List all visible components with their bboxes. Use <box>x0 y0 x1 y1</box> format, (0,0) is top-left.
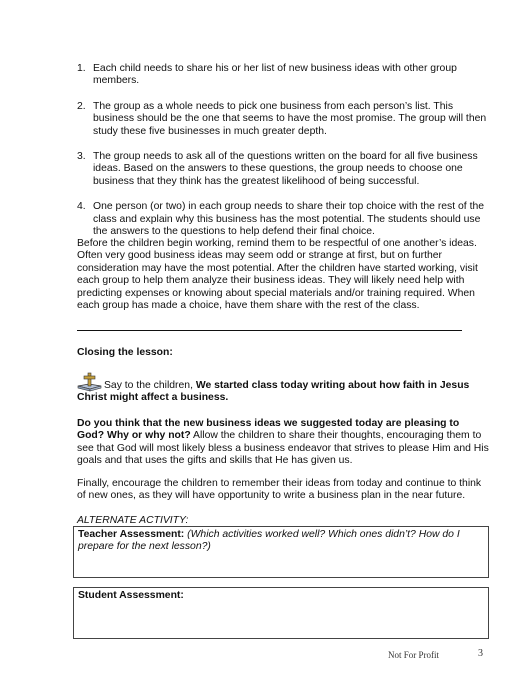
student-assessment-label: Student Assessment: <box>78 590 184 601</box>
say-to-children <box>77 380 489 405</box>
student-assessment-box <box>73 587 489 639</box>
teacher-assessment-box <box>73 526 489 578</box>
discussion-question <box>77 418 489 468</box>
say-intro: Say to the children, <box>104 380 196 391</box>
step-number: 2. <box>77 100 86 112</box>
page-number: 3 <box>478 648 483 659</box>
step-text: Each child needs to share his or her list of new business ideas with other group members. <box>93 63 457 87</box>
list-item <box>77 201 487 238</box>
teacher-assessment-label: Teacher Assessment: <box>78 529 185 540</box>
closing-heading: Closing the lesson: <box>77 347 173 358</box>
list-item <box>77 63 487 88</box>
list-item <box>77 101 487 138</box>
step-text: The group needs to ask all of the questions written on the board for all five business ideas. Based on the answers to these questions, the group needs to choose one business that they think has the greatest likelihood of being successful. <box>93 151 478 187</box>
before-working-paragraph: Before the children begin working, remind them to be respectful of one another’s ideas. Often very good business ideas may seem odd or strange at first, but on further consideration may have the most potential. After the children have started working, visit each group to help them analyze their business ideas. They will likely need help with predicting expenses or knowing about special materials and/or training required. When each group has made a choice, have them share with the rest of the class. <box>77 238 478 312</box>
say-quote: We started class today writing about how faith in Jesus Christ might affect a business. <box>77 380 470 404</box>
question-text: Do you think that the new business ideas we suggested today are pleasing to God? Why or why not? <box>77 418 460 442</box>
alternate-activity-label: ALTERNATE ACTIVITY: <box>77 515 189 526</box>
instruction-steps <box>77 63 487 251</box>
list-item <box>77 151 487 188</box>
step-number: 1. <box>77 63 86 74</box>
divider <box>77 330 462 331</box>
teacher-assessment-prompt: (Which activities worked well? Which ones didn’t? How do I prepare for the next lesson?) <box>78 529 460 553</box>
footer-text: Not For Profit <box>388 650 440 660</box>
question-guidance: Allow the children to share their thoughts, encouraging them to see that God will most likely bless a business endeavor that strives to please Him and His goals and that uses the gifts and skills that He has given us. <box>77 430 489 467</box>
step-text: The group as a whole needs to pick one business from each person’s list. This business should be the one that seems to have the most promise. The group will then study these five businesses in much greater depth. <box>93 100 487 137</box>
step-text: One person (or two) in each group needs to share their top choice with the rest of the class and explain why this business has the most potential. The students should use the answers to the questions to help defend their final choice. <box>93 201 485 238</box>
finally-paragraph: Finally, encourage the children to remember their ideas from today and continue to think of new ones, as they will have opportunity to write a business plan in the near future. <box>77 478 482 502</box>
step-number: 3. <box>77 151 86 163</box>
step-number: 4. <box>77 201 86 213</box>
